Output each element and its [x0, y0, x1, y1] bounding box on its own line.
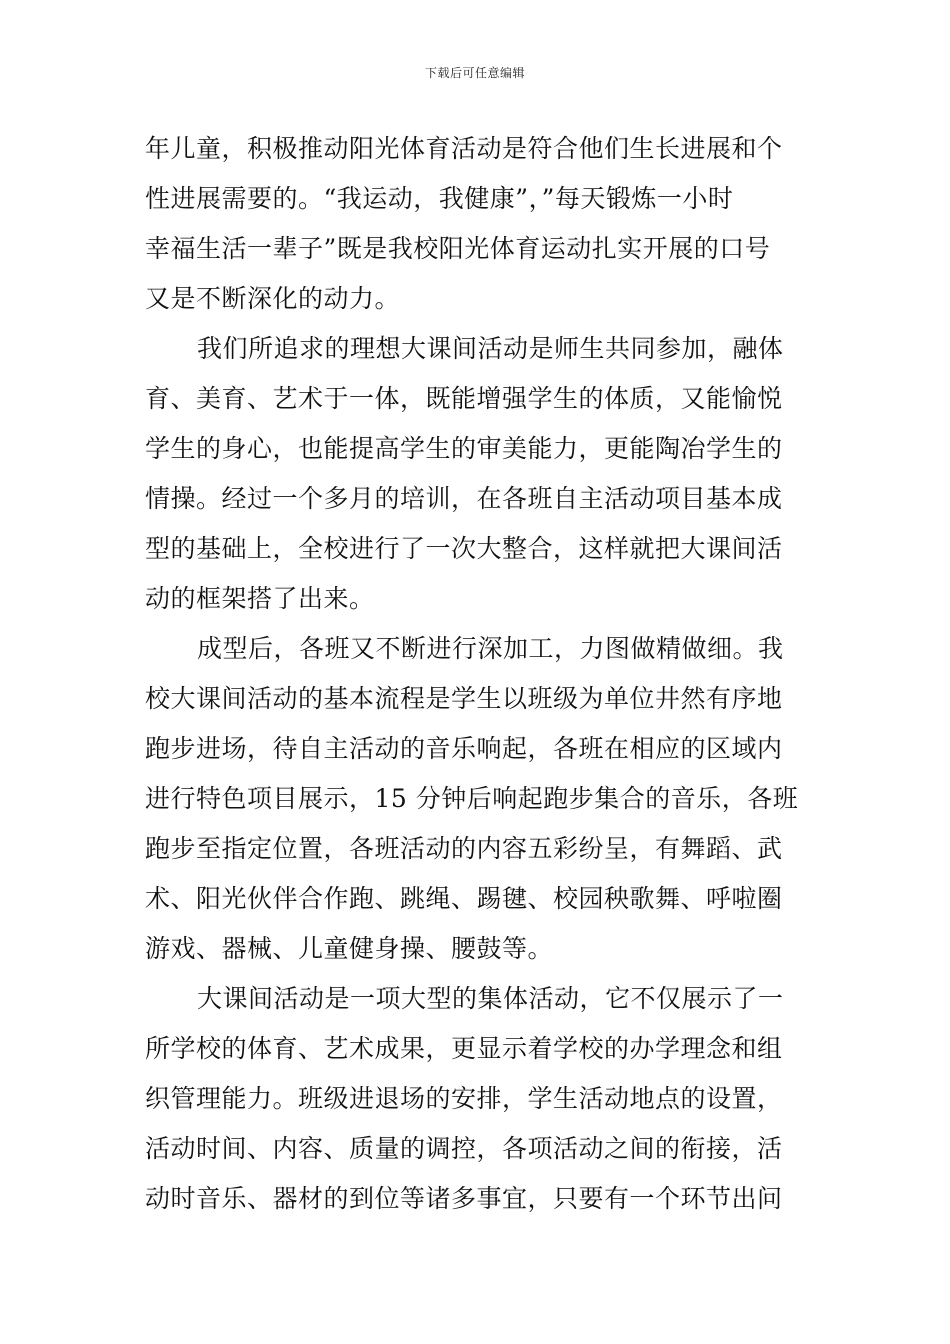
text-line: 育、美育、艺术于一体，既能增强学生的体质，又能愉悦: [145, 384, 783, 413]
paragraph-4: [145, 974, 811, 1224]
text-line: 跑步至指定位置，各班活动的内容五彩纷呈，有舞蹈、武: [145, 834, 783, 863]
text-line: 大课间活动是一项大型的集体活动，它不仅展示了一: [197, 984, 784, 1013]
page-header-note: 下载后可任意编辑: [424, 66, 525, 80]
text-line: 动时音乐、器材的到位等诸多事宜，只要有一个环节出问: [145, 1184, 783, 1213]
text-line: 性进展需要的。“我运动，我健康”，”每天锻炼一小时: [145, 184, 734, 213]
text-line: 情操。经过一个多月的培训，在各班自主活动项目基本成: [145, 484, 783, 513]
paragraph-1: [145, 124, 811, 324]
text-line: 术、阳光伙伴合作跑、跳绳、踢毽、校园秧歌舞、呼啦圈: [145, 884, 783, 913]
text-line: 年儿童，积极推动阳光体育活动是符合他们生长进展和个: [145, 134, 783, 163]
text-line: 幸福生活一辈子”既是我校阳光体育运动扎实开展的口号: [145, 234, 771, 263]
paragraph-3: [145, 624, 811, 974]
text-line: 游戏、器械、儿童健身操、腰鼓等。: [145, 934, 554, 963]
paragraph-2: [145, 324, 811, 624]
text-line: 活动时间、内容、质量的调控，各项活动之间的衔接，活: [145, 1134, 783, 1163]
text-line: 成型后，各班又不断进行深加工，力图做精做细。我: [197, 634, 784, 663]
text-line: 型的基础上，全校进行了一次大整合，这样就把大课间活: [145, 534, 783, 563]
text-line: 织管理能力。班级进退场的安排，学生活动地点的设置，: [145, 1084, 783, 1113]
text-line: 校大课间活动的基本流程是学生以班级为单位井然有序地: [145, 684, 783, 713]
document-body: [145, 124, 811, 1224]
text-line: 所学校的体育、艺术成果，更显示着学校的办学理念和组: [145, 1034, 783, 1063]
text-line: 学生的身心，也能提高学生的审美能力，更能陶冶学生的: [145, 434, 783, 463]
text-line: 跑步进场，待自主活动的音乐响起，各班在相应的区域内: [145, 734, 783, 763]
text-line: 进行特色项目展示，15 分钟后响起跑步集合的音乐，各班: [145, 784, 799, 813]
text-line: 我们所追求的理想大课间活动是师生共同参加，融体: [197, 334, 784, 363]
text-line: 又是不断深化的动力。: [145, 284, 401, 313]
text-line: 动的框架搭了出来。: [145, 584, 375, 613]
